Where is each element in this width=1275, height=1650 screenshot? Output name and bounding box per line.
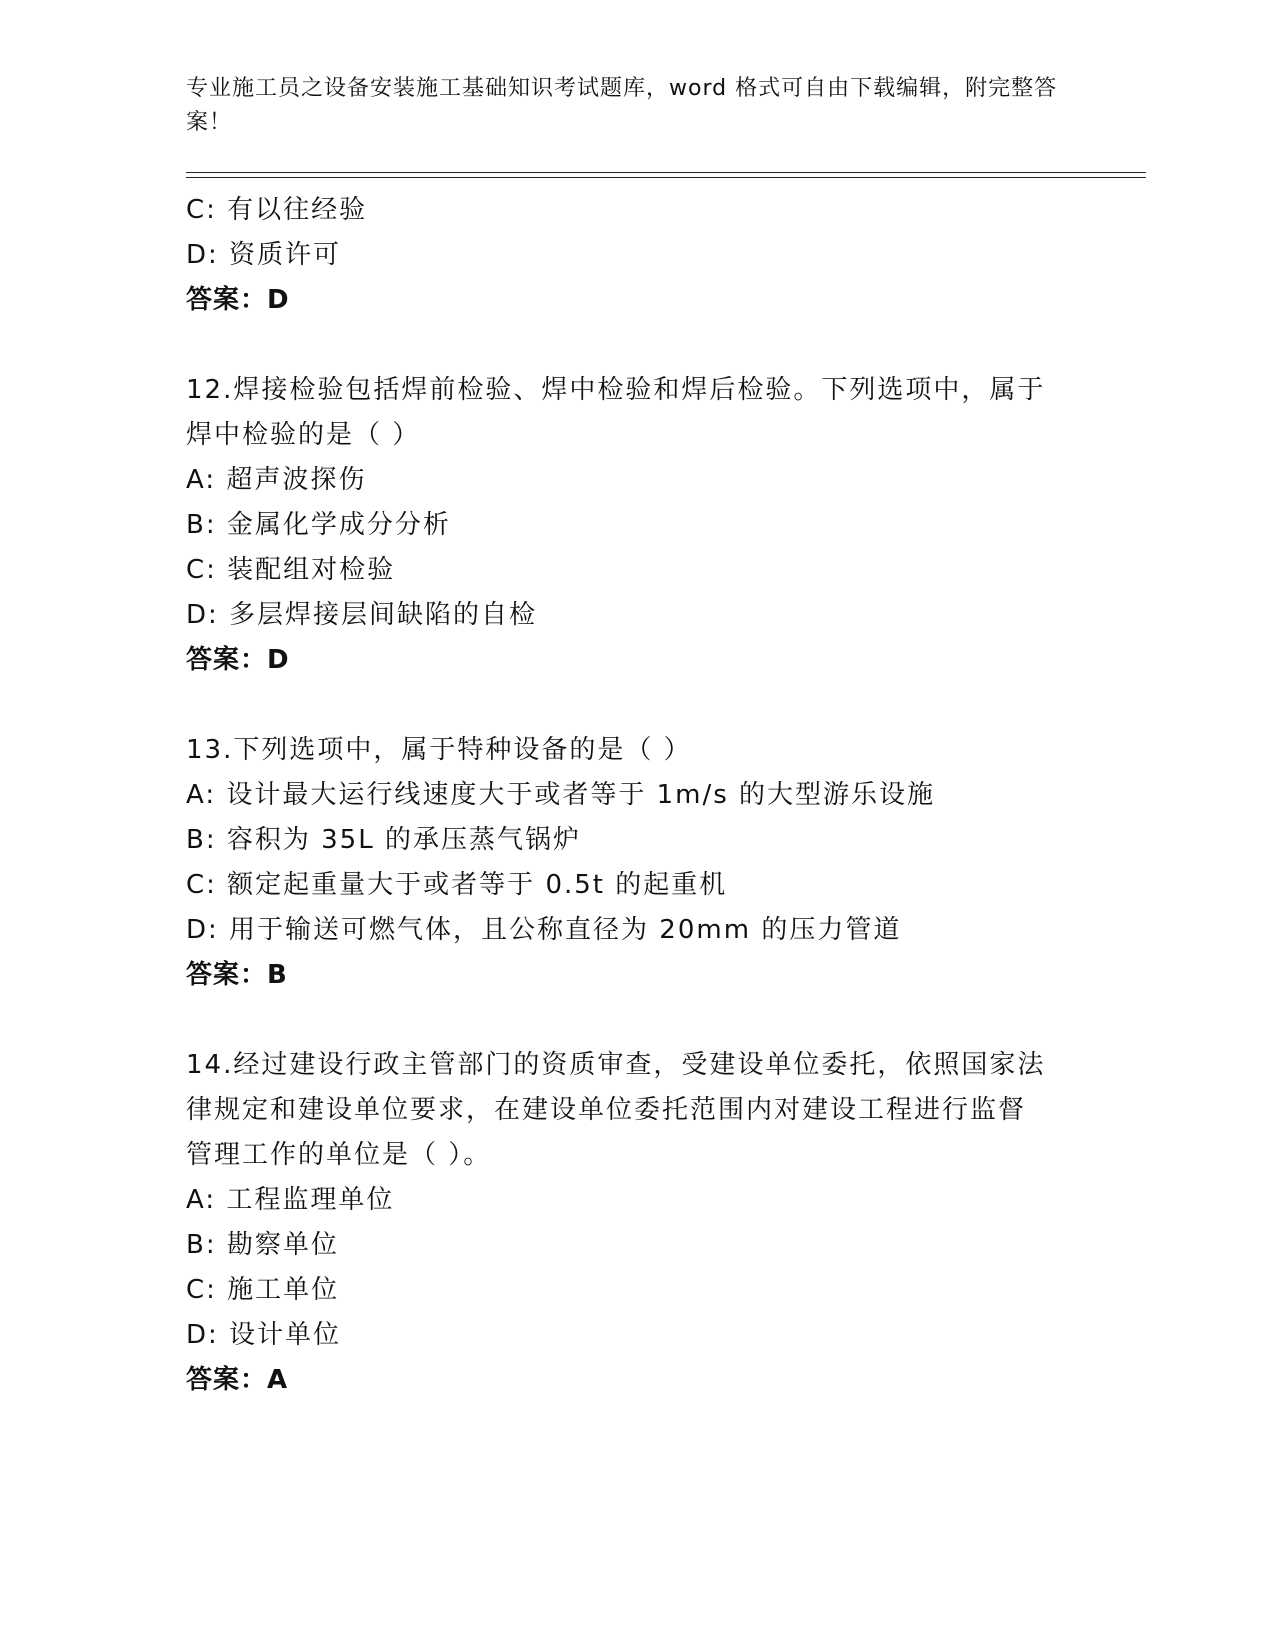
option-line: B: 金属化学成分分析 xyxy=(186,510,451,540)
question-13 xyxy=(186,728,1086,998)
option-line: B: 容积为 35L 的承压蒸气锅炉 xyxy=(186,825,581,855)
option-line: C: 施工单位 xyxy=(186,1275,340,1305)
option-line: C: 额定起重量大于或者等于 0.5t 的起重机 xyxy=(186,870,728,900)
option-line: A: 设计最大运行线速度大于或者等于 1m/s 的大型游乐设施 xyxy=(186,780,936,810)
document-body xyxy=(186,188,1086,1403)
answer-line: 答案：A xyxy=(186,1365,289,1395)
option-line: D: 资质许可 xyxy=(186,240,342,270)
option-line: D: 多层焊接层间缺陷的自检 xyxy=(186,600,538,630)
question-stem-line: 管理工作的单位是（ ）。 xyxy=(186,1140,492,1170)
question-stem-line: 律规定和建设单位要求，在建设单位委托范围内对建设工程进行监督 xyxy=(186,1095,1027,1125)
spacer xyxy=(186,323,1086,368)
question-stem-line: 12.焊接检验包括焊前检验、焊中检验和焊后检验。下列选项中，属于 xyxy=(186,375,1046,405)
option-line: D: 用于输送可燃气体，且公称直径为 20mm 的压力管道 xyxy=(186,915,902,945)
option-line: A: 工程监理单位 xyxy=(186,1185,395,1215)
option-line: C: 装配组对检验 xyxy=(186,555,396,585)
prev-question-tail xyxy=(186,188,1086,323)
question-stem-line: 焊中检验的是（ ） xyxy=(186,420,421,450)
header-rule-2 xyxy=(186,177,1146,178)
question-stem-line: 14.经过建设行政主管部门的资质审查，受建设单位委托，依照国家法 xyxy=(186,1050,1046,1080)
spacer xyxy=(186,998,1086,1043)
option-line: D: 设计单位 xyxy=(186,1320,342,1350)
question-12 xyxy=(186,368,1086,683)
header-text: 专业施工员之设备安装施工基础知识考试题库，word 格式可自由下载编辑，附完整答案！ xyxy=(186,76,1058,135)
answer-line: 答案：B xyxy=(186,960,288,990)
answer-line: 答案：D xyxy=(186,285,290,315)
question-stem-line: 13.下列选项中，属于特种设备的是（ ） xyxy=(186,735,692,765)
header-rule-1 xyxy=(186,172,1146,173)
option-line: B: 勘察单位 xyxy=(186,1230,339,1260)
option-line: C: 有以往经验 xyxy=(186,195,368,225)
spacer xyxy=(186,683,1086,728)
document-header xyxy=(186,72,1066,140)
question-14 xyxy=(186,1043,1086,1403)
answer-line: 答案：D xyxy=(186,645,290,675)
option-line: A: 超声波探伤 xyxy=(186,465,367,495)
